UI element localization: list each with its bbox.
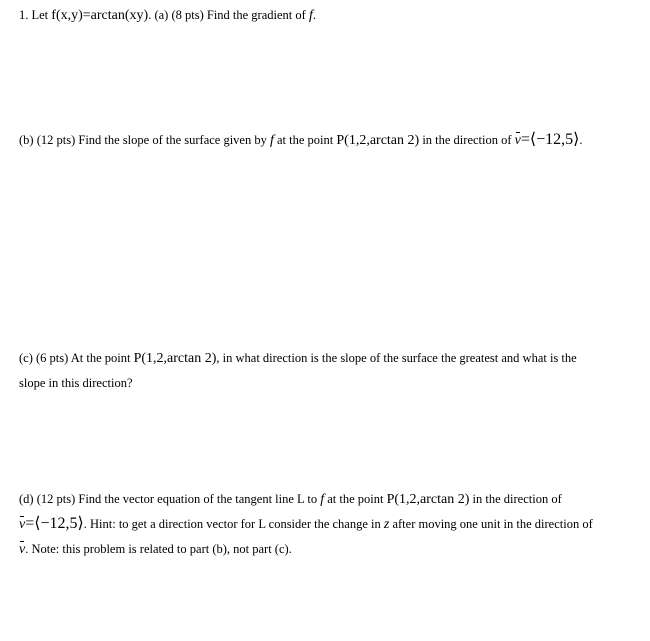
vector-v: v xyxy=(19,542,26,557)
function-definition: f(x,y)=arctan(xy) xyxy=(51,8,149,23)
note-text: . Note: this problem is related to part (b), not part (c). xyxy=(25,542,292,556)
point-p: P(1,2,arctan 2) xyxy=(336,133,420,148)
at-point-text: at the point xyxy=(327,492,384,506)
vector-v: v xyxy=(514,133,521,148)
part-a-label: (a) (8 pts) Find the gradient of xyxy=(154,8,306,22)
hint-text: . Hint: to get a direction vector for L consider the change in xyxy=(83,517,381,531)
part-c-line-2: slope in this direction? xyxy=(19,376,133,390)
hint-suffix: after moving one unit in the direction of xyxy=(392,517,593,531)
period: . xyxy=(579,133,583,147)
part-d-line-1 xyxy=(19,487,630,512)
part-d-line-2 xyxy=(19,512,630,537)
vector-value: =⟨−12,5⟩ xyxy=(520,131,580,148)
part-c-prefix: (c) (6 pts) At the point xyxy=(19,351,131,365)
part-c-suffix: , in what direction is the slope of the surface the greatest and what is the xyxy=(216,351,577,365)
direction-text: in the direction of xyxy=(472,492,562,506)
point-p: P(1,2,arctan 2) xyxy=(386,492,470,507)
problem-1-part-a xyxy=(19,3,630,28)
vector-value: =⟨−12,5⟩ xyxy=(25,515,84,532)
f-symbol: f xyxy=(269,133,274,148)
problem-number: 1. Let xyxy=(19,8,49,22)
part-c-line-1 xyxy=(19,346,630,371)
period: . xyxy=(312,8,316,22)
part-b xyxy=(19,128,630,153)
part-b-label: (b) (12 pts) Find the slope of the surface given by xyxy=(19,133,267,147)
part-d xyxy=(19,487,630,562)
f-symbol: f xyxy=(320,492,325,507)
direction-text: in the direction of xyxy=(422,133,512,147)
cropped-text-fragment xyxy=(220,0,460,2)
separator: . xyxy=(148,8,155,22)
vector-v: v xyxy=(19,517,26,532)
f-symbol: f xyxy=(308,8,313,23)
part-d-line-3 xyxy=(19,537,630,562)
point-p: P(1,2,arctan 2) xyxy=(133,351,217,366)
z-symbol: z xyxy=(383,517,390,532)
part-d-prefix: (d) (12 pts) Find the vector equation of the tangent line L to xyxy=(19,492,318,506)
part-c xyxy=(19,346,630,395)
at-point-text: at the point xyxy=(277,133,334,147)
